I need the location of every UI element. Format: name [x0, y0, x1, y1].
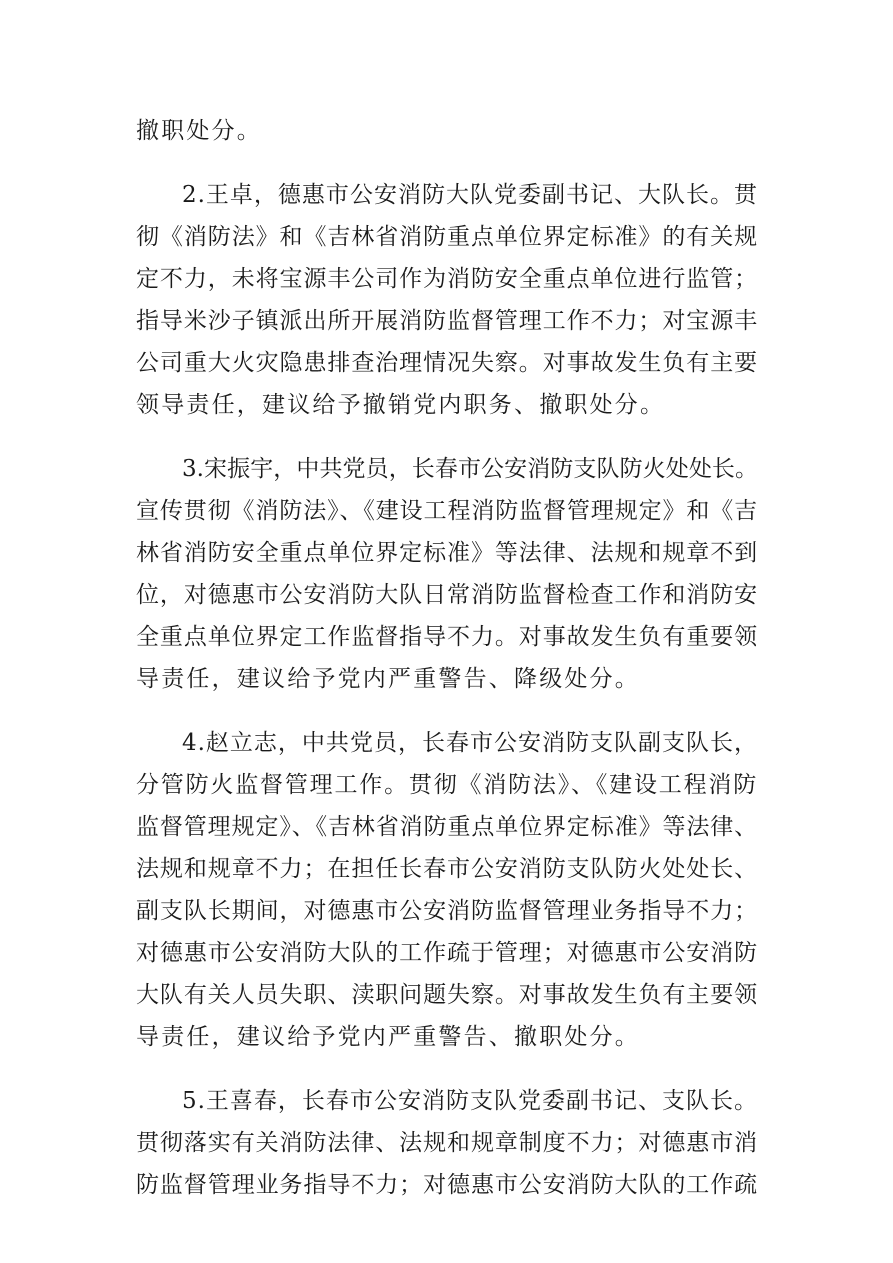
paragraph-line: 位，对德惠市公安消防大队日常消防监督检查工作和消防安 [136, 582, 758, 608]
paragraph-line: 副支队长期间，对德惠市公安消防监督管理业务指导不力； [136, 898, 758, 924]
paragraph-line: 撤职处分。 [136, 118, 262, 144]
paragraph [136, 110, 758, 152]
paragraph-line: 林省消防安全重点单位界定标准》等法律、法规和规章不到 [136, 540, 758, 566]
paragraph-line: 3.宋振宇，中共党员，长春市公安消防支队防火处处长。 [182, 456, 758, 482]
paragraph-line: 2.王卓，德惠市公安消防大队党委副书记、大队长。贯 [182, 182, 758, 208]
paragraph-line: 对德惠市公安消防大队的工作疏于管理；对德惠市公安消防 [136, 940, 758, 966]
paragraph [136, 722, 758, 1058]
paragraph-line: 定不力，未将宝源丰公司作为消防安全重点单位进行监管； [136, 266, 758, 292]
paragraph [136, 174, 758, 426]
paragraph-line: 防监督管理业务指导不力；对德惠市公安消防大队的工作疏 [136, 1172, 758, 1198]
paragraph-line: 法规和规章不力；在担任长春市公安消防支队防火处处长、 [136, 856, 758, 882]
paragraph-line: 贯彻落实有关消防法律、法规和规章制度不力；对德惠市消 [136, 1130, 758, 1156]
paragraph-line: 导责任，建议给予党内严重警告、撤职处分。 [136, 1024, 640, 1050]
paragraph-line: 导责任，建议给予党内严重警告、降级处分。 [136, 666, 640, 692]
paragraph-line: 4.赵立志，中共党员，长春市公安消防支队副支队长， [182, 730, 758, 756]
paragraph-line: 大队有关人员失职、渎职问题失察。对事故发生负有主要领 [136, 982, 758, 1008]
paragraph-line: 公司重大火灾隐患排查治理情况失察。对事故发生负有主要 [136, 350, 758, 376]
paragraph-line: 领导责任，建议给予撤销党内职务、撤职处分。 [136, 392, 666, 418]
paragraph [136, 1080, 758, 1206]
paragraph-line: 宣传贯彻《消防法》、《建设工程消防监督管理规定》和《吉 [136, 498, 758, 524]
document-body [136, 110, 758, 1206]
paragraph [136, 448, 758, 700]
paragraph-line: 指导米沙子镇派出所开展消防监督管理工作不力；对宝源丰 [136, 308, 758, 334]
paragraph-line: 5.王喜春，长春市公安消防支队党委副书记、支队长。 [182, 1088, 758, 1114]
paragraph-line: 彻《消防法》和《吉林省消防重点单位界定标准》的有关规 [136, 224, 758, 250]
paragraph-line: 全重点单位界定工作监督指导不力。对事故发生负有重要领 [136, 624, 758, 650]
paragraph-line: 分管防火监督管理工作。贯彻《消防法》、《建设工程消防 [136, 772, 758, 798]
paragraph-line: 监督管理规定》、《吉林省消防重点单位界定标准》等法律、 [136, 814, 758, 840]
